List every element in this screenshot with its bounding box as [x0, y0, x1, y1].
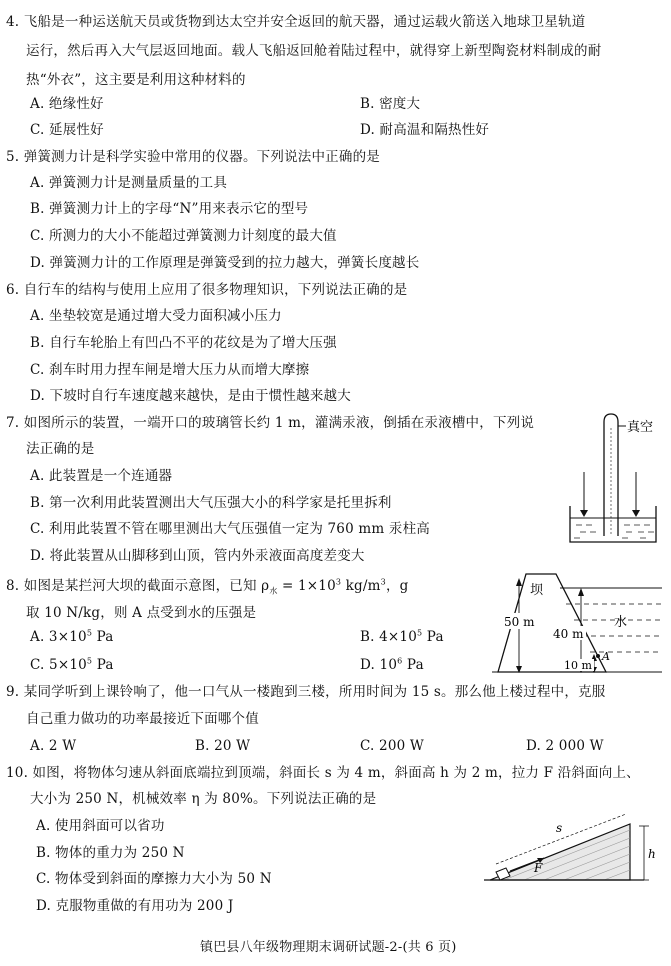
- q4-option-d: D. 耐高温和隔热性好: [360, 122, 490, 138]
- q7-option-c: C. 利用此装置不管在哪里测出大气压强值一定为 760 mm 汞柱高: [30, 521, 430, 537]
- q6-option-d: D. 下坡时自行车速度越来越快，是由于惯性越来越大: [30, 388, 351, 404]
- q5-option-d: D. 弹簧测力计的工作原理是弹簧受到的拉力越大，弹簧长度越长: [30, 255, 420, 271]
- height-h-label: h: [648, 847, 656, 861]
- force-label: F: [534, 861, 543, 875]
- q7-line2: 法正确的是: [26, 441, 95, 457]
- height-10m-label: 10 m: [564, 659, 592, 672]
- q6-option-c: C. 刹车时用力捏车闸是增大压力从而增大摩擦: [30, 362, 310, 378]
- q10-line1: 10. 如图，将物体匀速从斜面底端拉到顶端，斜面长 s 为 4 m，斜面高 h 为 2 m，拉力 F 沿斜面向上、: [6, 765, 640, 781]
- incline-figure: [484, 814, 664, 886]
- q8-option-b: B. $4\times 10^5$ Pa: [360, 628, 444, 645]
- q9-option-b: B. 20 W: [195, 738, 251, 754]
- q7-option-d: D. 将此装置从山脚移到山顶，管内外汞液面高度差变大: [30, 548, 365, 564]
- q8-option-a: A. $3\times 10^5$ Pa: [30, 628, 114, 645]
- q6-option-b: B. 自行车轮胎上有凹凸不平的花纹是为了增大压强: [30, 335, 337, 351]
- q4-option-c: C. 延展性好: [30, 122, 104, 138]
- height-50m-label: 50 m: [504, 615, 535, 629]
- q5-option-a: A. 弹簧测力计是测量质量的工具: [30, 175, 228, 191]
- length-s-label: s: [556, 821, 563, 835]
- q8-option-c: C. $5\times 10^5$ Pa: [30, 656, 114, 673]
- q4-line1: 4. 飞船是一种运送航天员或货物到达太空并安全返回的航天器，通过运载火箭送入地球卫星轨道: [6, 14, 586, 30]
- q9-option-c: C. 200 W: [360, 738, 424, 754]
- q4-option-a: A. 绝缘性好: [30, 96, 104, 112]
- dam-figure: [486, 568, 666, 676]
- page-footer: 镇巴县八年级物理期末调研试题-2-(共 6 页): [200, 940, 457, 955]
- q10-line2: 大小为 250 N，机械效率 η 为 80%。下列说法正确的是: [30, 791, 377, 807]
- q9-option-a: A. 2 W: [30, 738, 77, 754]
- q7-line1: 7. 如图所示的装置，一端开口的玻璃管长约 1 m，灌满汞液，倒插在汞液槽中，下列说: [6, 415, 535, 431]
- q10-option-a: A. 使用斜面可以省功: [36, 818, 165, 834]
- point-a-dot: [596, 654, 600, 658]
- q5-stem: 5. 弹簧测力计是科学实验中常用的仪器。下列说法中正确的是: [6, 149, 380, 165]
- q4-line2: 运行，然后再入大气层返回地面。载人飞船返回舱着陆过程中，就得穿上新型陶瓷材料制成的耐: [26, 43, 602, 59]
- dam-label: 坝: [530, 583, 544, 598]
- q4-line3: 热“外衣”，这主要是利用这种材料的: [26, 72, 246, 88]
- point-a-label: A: [602, 650, 610, 663]
- q6-stem: 6. 自行车的结构与使用上应用了很多物理知识，下列说法正确的是: [6, 282, 408, 298]
- q4-option-b: B. 密度大: [360, 96, 421, 112]
- q8-line2: 取 10 N/kg，则 A 点受到水的压强是: [26, 605, 257, 621]
- q10-option-d: D. 克服物重做的有用功为 200 J: [36, 898, 234, 914]
- q7-option-a: A. 此装置是一个连通器: [30, 468, 173, 484]
- q9-line2: 自己重力做功的功率最接近下面哪个值: [26, 711, 259, 727]
- q8-line1: 8. 如图是某拦河大坝的截面示意图，已知 $\rho_水 = 1\times 10^3$ $kg/m^3$，g: [6, 577, 409, 596]
- q5-option-c: C. 所测力的大小不能超过弹簧测力计刻度的最大值: [30, 228, 337, 244]
- vacuum-label: 真空: [627, 420, 654, 435]
- q8-option-d: D. $10^6$ Pa: [360, 656, 424, 673]
- height-40m-label: 40 m: [553, 627, 584, 641]
- q10-option-c: C. 物体受到斜面的摩擦力大小为 50 N: [36, 871, 272, 887]
- q10-option-b: B. 物体的重力为 250 N: [36, 845, 185, 861]
- torricelli-figure: [562, 410, 666, 550]
- q6-option-a: A. 坐垫较宽是通过增大受力面积减小压力: [30, 308, 282, 324]
- q9-option-d: D. 2 000 W: [526, 738, 604, 754]
- q7-option-b: B. 第一次利用此装置测出大气压强大小的科学家是托里拆利: [30, 495, 392, 511]
- water-label: 水: [614, 615, 628, 630]
- q5-option-b: B. 弹簧测力计上的字母“N”用来表示它的型号: [30, 201, 309, 217]
- q9-line1: 9. 某同学听到上课铃响了，他一口气从一楼跑到三楼，所用时间为 15 s。那么他上楼过程中，克服: [6, 684, 606, 700]
